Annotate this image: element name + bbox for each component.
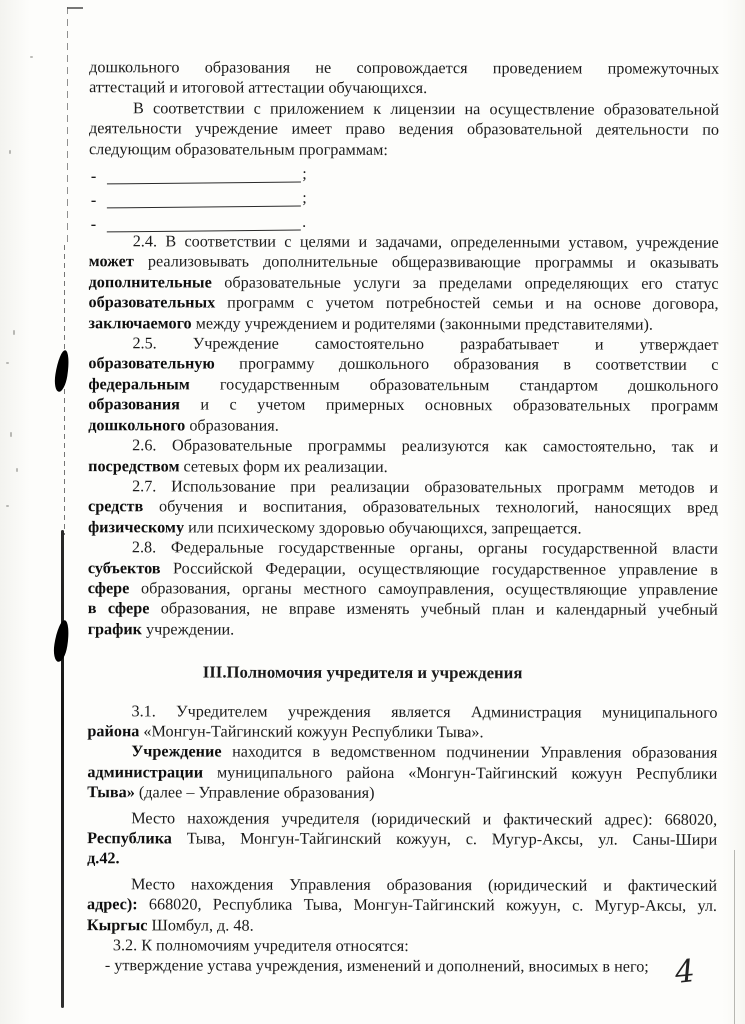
paragraph [88,231,718,335]
text-line: может реализовывать дополнительные общеразвивающие программы и оказывать [88,252,719,273]
list-dash: - [90,167,97,186]
paragraph [88,476,718,539]
scan-speck [16,468,18,472]
scan-edge-line-bottom [61,530,64,1008]
text-line: Республика Тыва, Монгун-Тайгинский кожуун, с. Мугур-Аксы, ул. Саны-Шири [87,829,718,849]
text-line: 2.6. Образовательные программы реализуются как самостоятельно, так и [132,436,719,456]
blank-list-item [89,207,719,233]
scan-speck [10,432,12,437]
paragraph [89,98,719,161]
text-line: аттестаций и итоговой аттестации обучающихся. [89,78,428,98]
scan-edge-line-top [67,7,68,247]
text-line: района «Монгун-Тайгинский кожуун Республики Тыва». [87,722,484,742]
paragraph [87,956,717,978]
item-punctuation: ; [302,164,307,183]
paragraph [89,57,719,99]
text-line: В соответствии с приложением к лицензии на осуществление образовательной [133,99,720,119]
page-edge-shadow-line [734,850,735,1024]
text-line: график учреждении. [87,619,235,639]
paragraph [88,435,718,477]
scan-speck [13,330,15,335]
paragraph [87,874,717,937]
text-line: 2.4. В соответствии с целями и задачами, определенными уставом, учреждение [132,232,719,252]
paragraph [87,808,717,871]
text-line: Место нахождения Управления образования (юридический и фактический [131,875,718,895]
text-line: 3.1. Учредителем учреждения является Администрация муниципального [131,701,718,722]
binding-ink-blob-top [53,349,71,392]
text-line: 2.5. Учреждение самостоятельно разрабатывает и утверждает [132,334,719,354]
blank-underline [107,194,301,209]
text-line: - утверждение устава учреждения, изменений и дополнений, вносимых в него; [104,956,649,977]
text-line: образования и с учетом примерных основных образовательных программ [88,395,719,416]
list-dash: - [90,191,97,210]
scan-edge-line-middle [64,245,65,535]
text-line: деятельности учреждение имеет право ведения образовательной деятельности по [88,119,720,140]
text-line: средств обучения и воспитания, образовательных технологий, наносящих вред [88,497,719,518]
paragraph [87,701,717,743]
text-line: Место нахождения учредителя (юридический и фактический адрес): 668020, [131,808,718,829]
text-line: 2.7. Использование при реализации образовательных программ методов и [132,477,719,497]
text-line: заключаемого между учреждением и родителями (законными представителями). [88,313,653,334]
blank-underline [107,170,301,185]
paragraph [88,333,718,437]
item-punctuation: . [302,212,307,231]
text-line: физическому или психическому здоровью обучающихся, запрещается. [87,517,582,538]
text-line: д.42. [87,849,120,868]
blank-underline [107,218,301,233]
text-line: в сфере образования, не вправе изменять учебный план и календарный учебный [87,599,718,620]
text-line: 3.2. К полномочиям учредителя относятся: [112,936,409,956]
text-line: субъектов Российской Федерации, осуществляющие государственное управление в [87,558,718,579]
paragraph [87,742,717,805]
scan-speck [9,150,11,154]
scan-corner-tick [67,7,83,9]
text-line: дошкольного образования. [88,415,279,435]
binding-ink-blob-bottom [52,619,71,663]
list-dash: - [90,215,97,234]
scan-speck [30,56,33,58]
paragraph [88,537,718,641]
scan-speck [6,362,9,364]
text-line: образовательную программу дошкольного образования в соответствии с [88,354,719,375]
page-number: 4 [673,953,697,991]
text-line: Тыва» (далее – Управление образования) [87,783,375,803]
scan-speck [6,505,9,507]
item-punctuation: ; [302,188,307,207]
text-line: посредством сетевых форм их реализации. [88,456,388,476]
text-line: дошкольного образования не сопровождается проведением промежуточных [89,58,720,78]
text-line: Учреждение находится в ведомственном подчинении Управления образования [131,742,718,763]
text-line: Кыргыс Шомбул, д. 48. [86,915,254,935]
text-line: федеральным государственным образовательным стандартом дошкольного [88,375,719,395]
text-line: 2.8. Федеральные государственные органы, органы государственной власти [131,538,718,558]
paragraph [87,935,717,957]
text-line: адрес): 668020, Республика Тыва, Монгун-Тайгинский кожуун, с. Мугур-Аксы, ул. [86,895,718,916]
text-line: образовательных программ с учетом потребностей семьи и на основе договора, [88,293,719,314]
blank-list-item [89,159,719,185]
text-line: следующим образовательным программам: [88,139,388,159]
text-line: администрации муниципального района «Монгун-Тайгинский кожуун Республики [87,762,718,783]
section-heading: III.Полномочия учредителя и учреждения [202,662,523,683]
text-line: сфере образования, органы местного самоуправления, осуществляющие управление [87,579,718,599]
text-line: дополнительные образовательные услуги за пределами определяющих его статус [88,273,719,293]
blank-list-item [89,183,719,209]
document-body [87,57,719,977]
